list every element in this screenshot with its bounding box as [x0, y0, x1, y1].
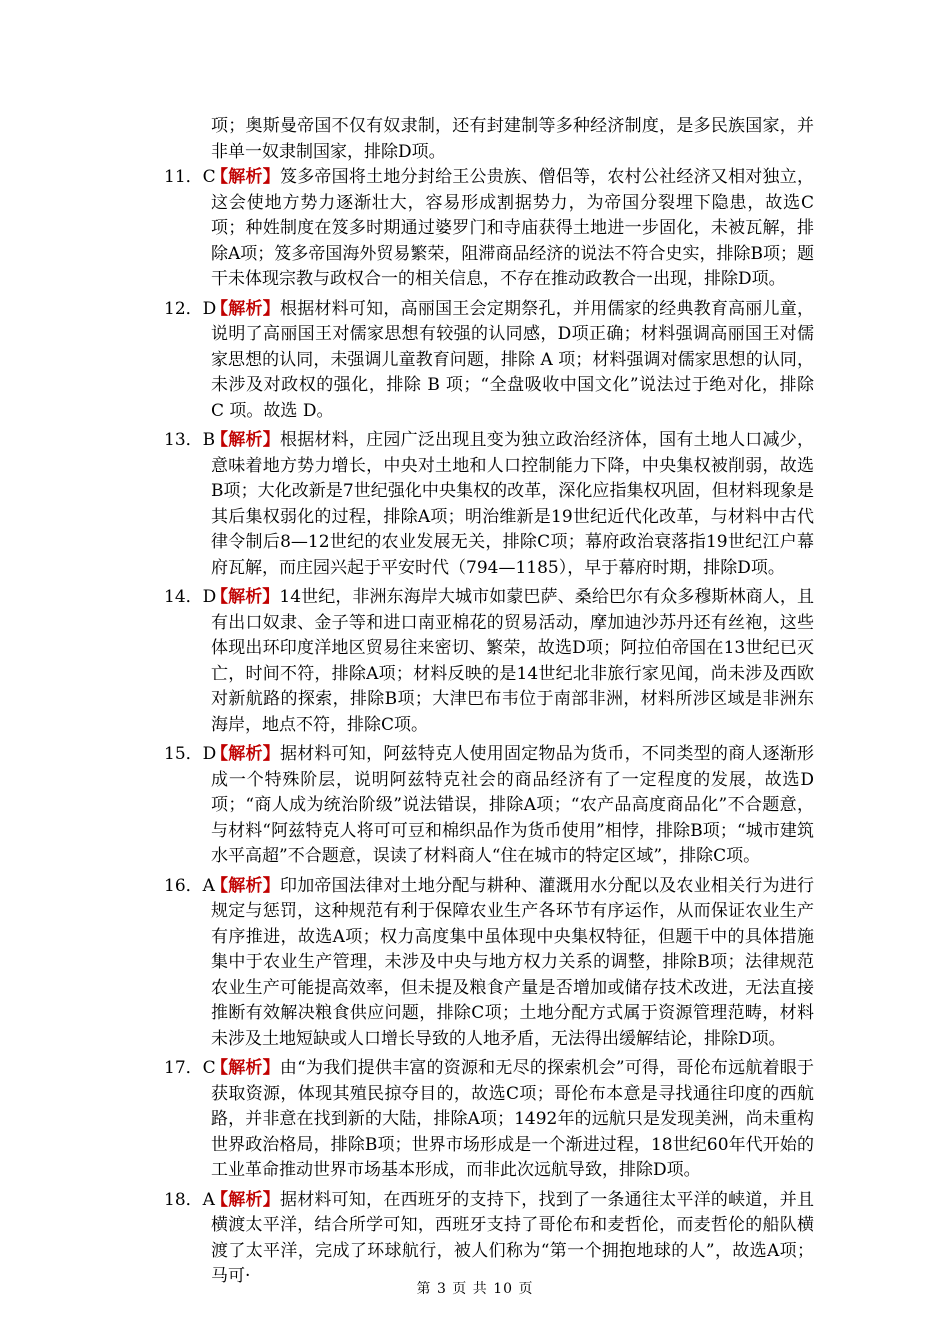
answer-item-15: [164, 742, 814, 870]
page-footer: 第 3 页 共 10 页: [416, 1281, 534, 1297]
analysis-tag: 【解析】: [211, 1058, 280, 1078]
analysis-text: 笈多帝国将土地分封给王公贵族、僧侣等，农村公社经济又相对独立，这会使地方势力逐渐壮大，容易形成割据势力，为帝国分裂埋下隐患，故选C项；种姓制度在笈多时期通过婆罗门和寺庙获得土地进一步固化，未被瓦解，排除A项；笈多帝国海外贸易繁荣，阻滞商品经济的说法不符合史实，排除B项；题干未体现宗教与政权合一的相关信息，不存在推动政教合一出现，排除D项。: [211, 167, 815, 289]
answer-number: 18．A: [164, 1189, 215, 1210]
answer-number: 14．D: [164, 587, 217, 607]
answer-analysis-content: [164, 114, 814, 1294]
analysis-tag: 【解析】: [211, 744, 280, 764]
analysis-text: 14世纪，非洲东海岸大城市如蒙巴萨、桑给巴尔有众多穆斯林商人，且有出口奴隶、金子等和进口南亚棉花的贸易活动，摩加迪沙苏丹还有丝袍，这些体现出环印度洋地区贸易往来密切、繁荣，故选D项；阿拉伯帝国在13世纪已灭亡，时间不符，排除A项；材料反映的是14世纪北非旅行家见闻，尚未涉及西欧对新航路的探索，排除B项；大津巴布韦位于南部非洲，材料所涉区域是非洲东海岸，地点不符，排除C项。: [211, 587, 815, 735]
analysis-tag: 【解析】: [211, 1189, 280, 1210]
answer-number: 16．A: [164, 875, 215, 896]
answer-item-13: [164, 428, 814, 581]
answer-item-14: [164, 585, 814, 738]
answer-item-17: [164, 1056, 814, 1184]
analysis-text: 印加帝国法律对土地分配与耕种、灌溉用水分配以及农业相关行为进行规定与惩罚，这种规范有利于保障农业生产各环节有序运作，从而保证农业生产有序推进，故选A项；权力高度集中虽体现中央集权特征，但题干中的具体措施集中于农业生产管理，未涉及中央与地方权力关系的调整，排除B项；法律规范农业生产可能提高效率，但未提及粮食产量是否增加或储存技术改进，无法直接推断有效解决粮食供应问题，排除C项；土地分配方式属于资源管理范畴，材料未涉及土地短缺或人口增长导致的人地矛盾，无法得出缓解结论，排除D项。: [211, 875, 815, 1049]
analysis-text: 据材料可知，在西班牙的支持下，找到了一条通往太平洋的峡道，并且横渡太平洋，结合所学可知，西班牙支持了哥伦布和麦哲伦，而麦哲伦的船队横渡了太平洋，完成了环球航行，被人们称为“第一个拥抱地球的人”，故选A项；马可·: [211, 1189, 815, 1286]
analysis-tag: 【解析】: [211, 875, 280, 896]
analysis-text: 据材料可知，阿兹特克人使用固定物品为货币，不同类型的商人逐渐形成一个特殊阶层，说明阿兹特克社会的商品经济有了一定程度的发展，故选D项；“商人成为统治阶级”说法错误，排除A项；“农产品高度商品化”不合题意，与材料“阿兹特克人将可可豆和棉织品作为货币使用”相悖，排除B项；“城市建筑水平高超”不合题意，误读了材料商人“住在城市的特定区域”，排除C项。: [211, 744, 815, 866]
analysis-text: 根据材料可知，高丽国王会定期祭孔，并用儒家的经典教育高丽儿童，说明了高丽国王对儒家思想有较强的认同感，D项正确；材料强调高丽国王对儒家思想的认同，未强调儿童教育问题，排除 A 项；材料强调对儒家思想的认同，未涉及对政权的强化，排除 B 项；“全盘吸收中国文化”说法过于绝对化，排除 C 项。故选 D。: [211, 298, 815, 421]
answer-item-11: [164, 165, 814, 293]
answer-number: 15．D: [164, 744, 217, 764]
answer-number: 17．C: [164, 1058, 216, 1078]
analysis-text: 根据材料，庄园广泛出现且变为独立政治经济体，国有土地人口减少，意味着地方势力增长，中央对土地和人口控制能力下降，中央集权被削弱，故选B项；大化改新是7世纪强化中央集权的改革，深化应指集权巩固，但材料现象是其后集权弱化的过程，排除A项；明治维新是19世纪近代化改革，与材料中古代律令制后8—12世纪的农业发展无关，排除C项；幕府政治衰落指19世纪江户幕府瓦解，而庄园兴起于平安时代（794—1185），早于幕府时期，排除D项。: [211, 430, 815, 578]
answer-number: 12．D: [164, 298, 217, 319]
analysis-tag: 【解析】: [211, 298, 280, 319]
analysis-tag: 【解析】: [211, 430, 280, 450]
answer-number: 13．B: [164, 430, 216, 450]
answer-item-18: [164, 1188, 814, 1290]
answer-item-12: [164, 297, 814, 425]
analysis-tag: 【解析】: [211, 167, 280, 187]
answer-item-16: [164, 874, 814, 1053]
analysis-text: 由“为我们提供丰富的资源和无尽的探索机会”可得，哥伦布远航着眼于获取资源，体现其殖民掠夺目的，故选C项；哥伦布本意是寻找通往印度的西航路，并非意在找到新的大陆，排除A项；1492年的远航只是发现美洲，尚未重构世界政治格局，排除B项；世界市场形成是一个渐进过程，18世纪60年代开始的工业革命推动世界市场基本形成，而非此次远航导致，排除D项。: [211, 1058, 814, 1180]
analysis-tag: 【解析】: [211, 587, 280, 607]
answer-number: 11．C: [164, 167, 216, 187]
continuation-text: 项；奥斯曼帝国不仅有奴隶制，还有封建制等多种经济制度，是多民族国家，并非单一奴隶制国家，排除D项。: [211, 116, 814, 162]
